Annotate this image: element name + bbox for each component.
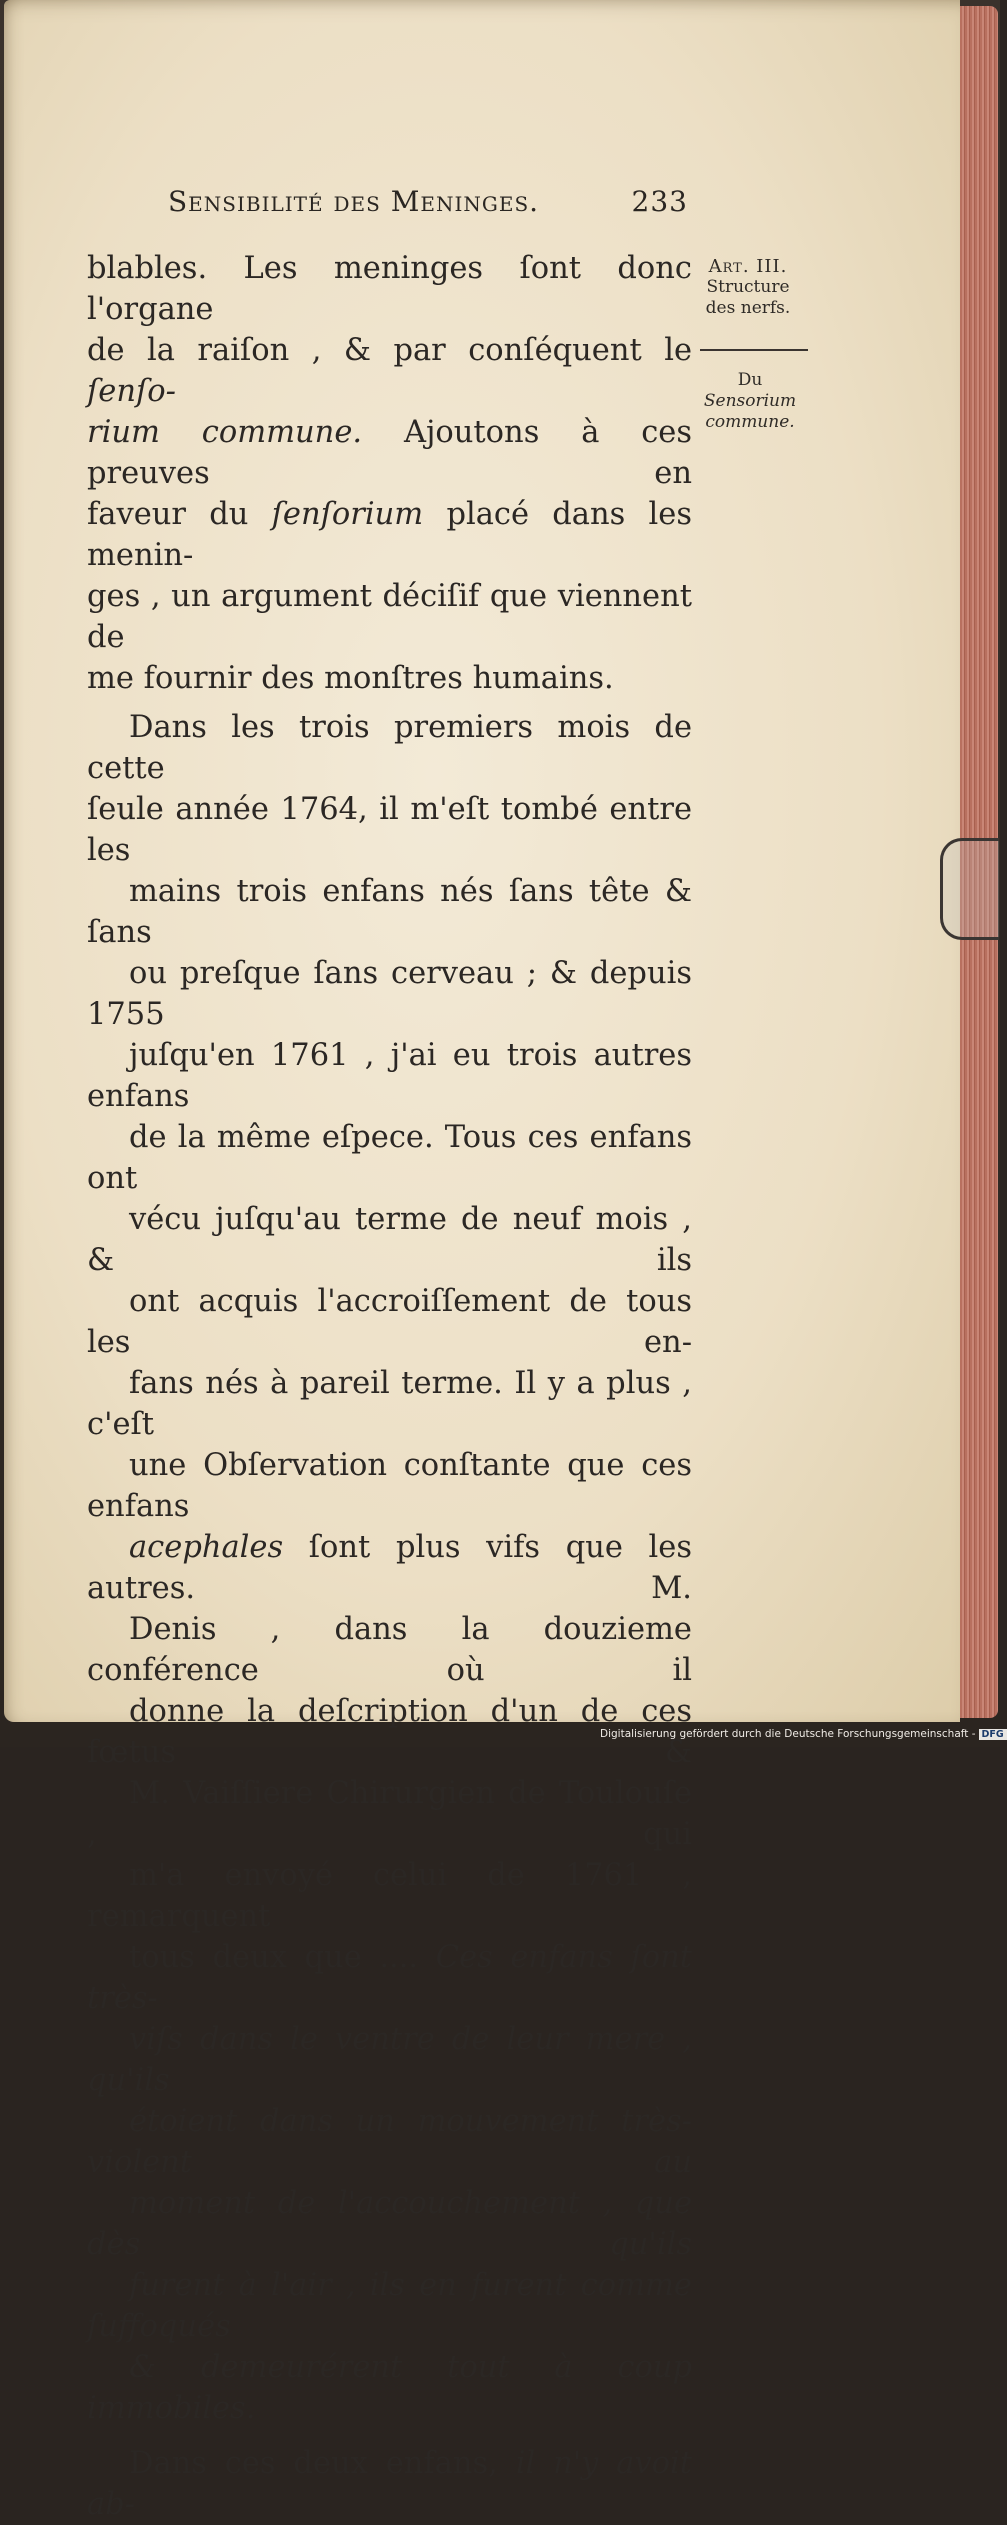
margin-structure: Structure (706, 277, 790, 297)
body-text (87, 248, 692, 2525)
paragraph-1 (87, 248, 692, 699)
text-line: Dans les trois premiers mois de cette (87, 710, 692, 786)
text-line: juſqu'en 1761 , j'ai eu trois autres enfans (87, 1038, 692, 1114)
margin-article-number: Art. III. (708, 256, 788, 277)
text-line: ſeule année 1764, il m'eſt tombé entre les (87, 792, 692, 868)
margin-sensorium: Sensorium (703, 391, 797, 411)
margin-du: Du (737, 370, 763, 390)
page-number: 233 (631, 185, 688, 218)
text-line: Denis , dans la douzieme conférence où il (87, 1612, 692, 1688)
text-line: une Obſervation conſtante que ces enfans (87, 1448, 692, 1524)
text-line: ont acquis l'accroiſſement de tous les en- (87, 1284, 692, 1360)
text-line: donne la deſcription d'un de ces fœtus & (87, 1694, 692, 1770)
paragraph-3 (87, 2443, 692, 2525)
text-line: furent à l'air , ils en furent comme ſuffoqués (87, 2268, 692, 2344)
credit-text: Digitalisierung gefördert durch die Deutsche Forschungsgemeinschaft - (600, 1728, 976, 1740)
book-clasp (940, 838, 999, 940)
text-line: de la même eſpece. Tous ces enfans ont (87, 1120, 692, 1196)
paragraph-2 (87, 707, 692, 2429)
text-line: Dans ces deux enfans, il n'y avoit ab- (87, 2446, 692, 2522)
text-line: m'a envoyé celui de 1761 , remarquent (87, 1858, 692, 1934)
running-head (168, 185, 688, 218)
text-line: rium commune. Ajoutons à ces preuves en (87, 415, 693, 491)
text-line: blables. Les meninges ſont donc l'organe (87, 251, 692, 327)
dfg-logo: DFG (979, 1729, 1007, 1740)
margin-note-sensorium (690, 370, 810, 433)
text-line: de la raiſon , & par conſéquent le ſenſo- (87, 333, 692, 409)
text-line: faveur du ſenſorium placé dans les menin- (87, 497, 692, 573)
text-line: & demeurérent tout à coup immobiles. (87, 2350, 692, 2426)
text-line: me fournir des monſtres humains. (87, 661, 614, 696)
text-line: fans nés à pareil terme. Il y a plus , c'eſt (87, 1366, 692, 1442)
text-line: mains trois enfans nés ſans tête & ſans (87, 874, 692, 950)
text-line: vécu juſqu'au terme de neuf mois , & ils (87, 1202, 692, 1278)
margin-rule (700, 349, 808, 351)
text-line: ou preſque ſans cerveau ; & depuis 1755 (87, 956, 692, 1032)
text-line: viſs dans le ventre de leur mere , qu'ils (87, 2022, 692, 2098)
digitization-credit (600, 1728, 1004, 1740)
running-title: Sensibilité des Meninges. (168, 185, 540, 218)
margin-note-article (688, 256, 808, 319)
margin-commune: commune. (705, 412, 795, 432)
text-line: M. Vaiſſiere Chirurgien de Toulouſe , qui (87, 1776, 692, 1852)
text-line: étoient dans un mouvement très-violent au (87, 2104, 692, 2180)
text-line: tous deux que .... Ces enfans ſont très- (87, 1940, 692, 2016)
text-line: ges , un argument déciſif que viennent de (87, 579, 692, 655)
text-line: acephales ſont plus vifs que les autres. M. (87, 1530, 692, 1606)
text-line: moment de l'accouchement , que dès qu'ils (87, 2186, 692, 2262)
margin-nerfs: des nerfs. (705, 298, 791, 318)
